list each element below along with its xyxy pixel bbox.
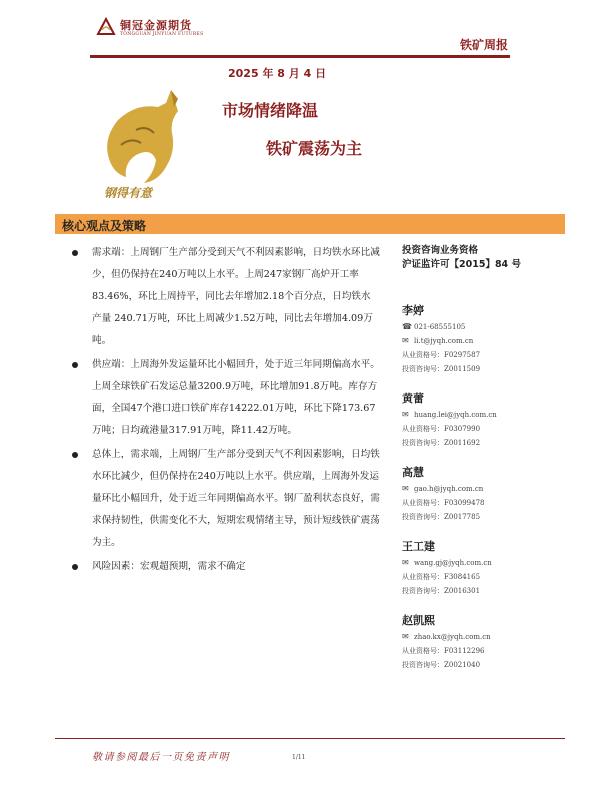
analyst-license: 从业资格号：F0307990 — [402, 425, 481, 433]
email-text: wang.gj@jyqh.com.cn — [414, 559, 492, 567]
mail-icon: ✉ — [402, 632, 409, 641]
qualification-line1: 投资咨询业务资格 — [402, 245, 479, 256]
footer-divider — [55, 738, 565, 739]
analyst-email[interactable] — [402, 334, 562, 348]
report-title-line1: 市场情绪降温 — [222, 101, 319, 120]
analyst-email[interactable] — [402, 630, 562, 644]
risk-bullet — [70, 556, 380, 578]
analyst-email[interactable] — [402, 556, 562, 570]
core-views-list — [70, 242, 380, 578]
analyst-card — [402, 612, 562, 672]
summary-bullet — [70, 444, 380, 554]
analyst-name: 黄蕾 — [402, 392, 424, 405]
analyst-card — [402, 538, 562, 598]
report-type: 铁矿周报 — [459, 38, 508, 52]
analyst-license: 从业资格号：F0297587 — [402, 351, 481, 359]
report-date: 2025 年 8 月 4 日 — [228, 67, 327, 80]
company-logo-icon — [95, 16, 117, 38]
bullet-text: 风险因素：宏观超预期，需求不确定 — [92, 561, 246, 572]
disclaimer-note[interactable]: 敬请参阅最后一页免责声明 — [92, 752, 230, 763]
analyst-consult: 投资咨询号：Z0011509 — [402, 365, 481, 373]
analyst-name: 王工建 — [402, 540, 435, 553]
report-title-line2: 铁矿震荡为主 — [266, 139, 363, 158]
analyst-consult: 投资咨询号：Z0017785 — [402, 513, 481, 521]
analyst-card — [402, 464, 562, 524]
demand-bullet — [70, 242, 380, 352]
email-text: zhao.kx@jyqh.com.cn — [414, 633, 491, 641]
emblem-motto: 钢得有意 — [104, 186, 153, 200]
mail-icon: ✉ — [402, 558, 409, 567]
company-logo-en: TONGGUAN JINYUAN FUTURES — [120, 32, 204, 37]
bullet-dot-icon — [72, 452, 78, 458]
supply-bullet — [70, 354, 380, 442]
bullet-dot-icon — [72, 564, 78, 570]
analyst-sidebar — [402, 244, 562, 672]
analyst-name: 高慧 — [402, 466, 424, 479]
qualification-line2: 沪证监许可【2015】84 号 — [402, 259, 521, 270]
analyst-consult: 投资咨询号：Z0021040 — [402, 661, 481, 669]
analyst-license: 从业资格号：F3084165 — [402, 573, 481, 581]
analyst-license: 从业资格号：F03099478 — [402, 499, 485, 507]
analyst-phone — [402, 320, 562, 334]
analyst-email[interactable] — [402, 408, 562, 422]
email-text: gao.h@jyqh.com.cn — [414, 485, 484, 493]
phone-text: 021-68555105 — [414, 323, 466, 331]
email-text: huang.lei@jyqh.com.cn — [414, 411, 497, 419]
header-divider — [90, 55, 510, 58]
analyst-name: 李婷 — [402, 304, 424, 317]
bullet-text: 供应端：上周海外发运量环比小幅回升，处于近三年同期偏高水平。上周全球铁矿石发运总量3200.9万吨，环比增加91.8万吨。库存方面，全国47个港口进口铁矿库存14222.01万吨，环比下降173.67万吨；日均疏港量317.91万吨，降11.42万吨。 — [92, 359, 380, 436]
bullet-dot-icon — [72, 250, 78, 256]
mail-icon: ✉ — [402, 336, 409, 345]
mail-icon: ✉ — [402, 484, 409, 493]
analyst-license: 从业资格号：F03112296 — [402, 647, 485, 655]
analyst-name: 赵凯熙 — [402, 614, 435, 627]
phone-icon: ☎ — [402, 322, 412, 331]
bullet-text: 需求端：上周钢厂生产部分受到天气不利因素影响，日均铁水环比减少，但仍保持在240万吨以上水平。上周247家钢厂高炉开工率83.46%，环比上周持平，同比去年增加2.18个百分点，日均铁水产量 240.71万吨，环比上周减少1.52万吨，同比去年增加4.09万吨。 — [92, 247, 380, 346]
mail-icon: ✉ — [402, 410, 409, 419]
bullet-dot-icon — [72, 362, 78, 368]
page-number: 1/11 — [292, 754, 306, 761]
analyst-email[interactable] — [402, 482, 562, 496]
email-text: li.t@jyqh.com.cn — [414, 337, 474, 345]
analyst-consult: 投资咨询号：Z0016301 — [402, 587, 481, 595]
section-title: 核心观点及策略 — [62, 219, 147, 233]
company-logo-text: 铜冠金源期货 — [120, 19, 192, 32]
analyst-card — [402, 390, 562, 450]
bullet-text: 总体上，需求端，上周钢厂生产部分受到天气不利因素影响，日均铁水环比减少，但仍保持在240万吨以上水平。供应端，上周海外发运量环比小幅回升，处于近三年同期偏高水平。钢厂盈利状态良好，需求保持韧性，供需变化不大，短期宏观情绪主导，预计短线铁矿震荡为主。 — [92, 449, 380, 548]
analyst-consult: 投资咨询号：Z0011692 — [402, 439, 481, 447]
analyst-card — [402, 302, 562, 376]
